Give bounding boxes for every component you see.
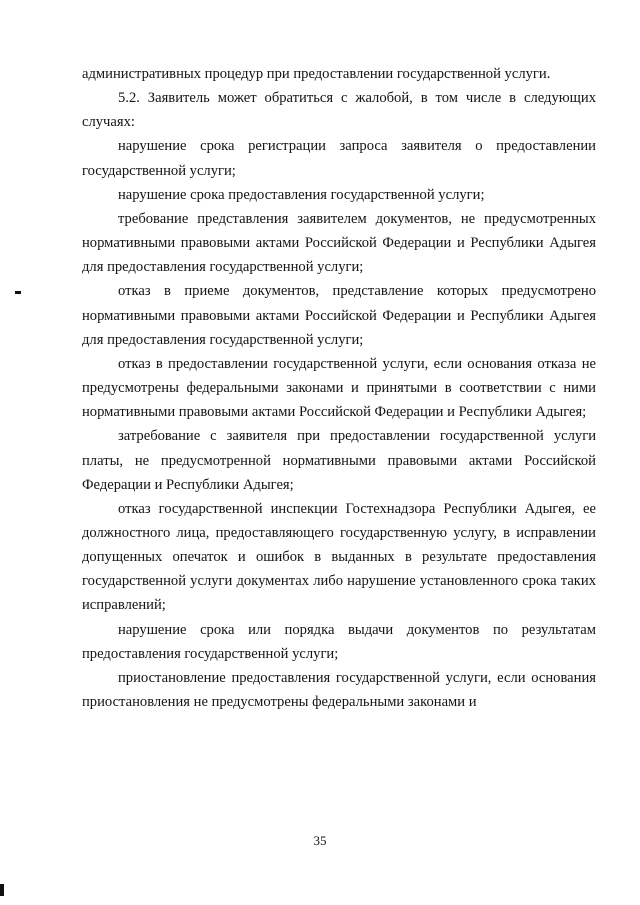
list-item-issuance-violation: нарушение срока или порядка выдачи документов по результатам предоставления государственной услуги; <box>82 621 596 662</box>
list-item-acceptance-refusal: отказ в приеме документов, представление которых предусмотрено нормативными правовыми актами Российской Федерации и Республики Адыгея для предоставления государственной услуги; <box>82 283 596 348</box>
list-item-document-requirement: требование представления заявителем документов, не предусмотренных нормативными правовыми актами Российской Федерации и Республики Адыгея для предоставления государственной услуги; <box>82 210 596 276</box>
list-item-term-violation: нарушение срока предоставления государственной услуги; <box>118 186 485 203</box>
list-item-correction-refusal: отказ государственной инспекции Гостехнадзора Республики Адыгея, ее должностного лица, предоставляющего государственную услугу, в исправлении допущенных опечаток и ошибок в выданных в результате предоставления государственной услуги документах либо нарушение установленного срока таких исправлений; <box>82 500 596 614</box>
list-item-service-refusal: отказ в предоставлении государственной услуги, если основания отказа не предусмотрены федеральными законами и принятыми в соответствии с ними нормативными правовыми актами Российской Федерации и Республики Адыгея; <box>82 355 596 421</box>
scan-artifact-mark <box>15 291 21 294</box>
list-item-fee-demand: затребование с заявителя при предоставлении государственной услуги платы, не предусмотренной нормативными правовыми актами Российской Федерации и Республики Адыгея; <box>82 428 596 493</box>
document-body <box>82 62 596 714</box>
list-item-registration-violation: нарушение срока регистрации запроса заявителя о предоставлении государственной услуги; <box>82 138 596 179</box>
page-number: 35 <box>313 833 327 848</box>
list-item-suspension: приостановление предоставления государственной услуги, если основания приостановления не предусмотрены федеральными законами и <box>82 669 596 711</box>
scan-artifact-corner <box>0 884 4 896</box>
paragraph-continuation: административных процедур при предоставлении государственной услуги. <box>82 66 551 82</box>
paragraph-clause-5-2: 5.2. Заявитель может обратиться с жалобой, в том числе в следующих случаях: <box>82 90 596 131</box>
